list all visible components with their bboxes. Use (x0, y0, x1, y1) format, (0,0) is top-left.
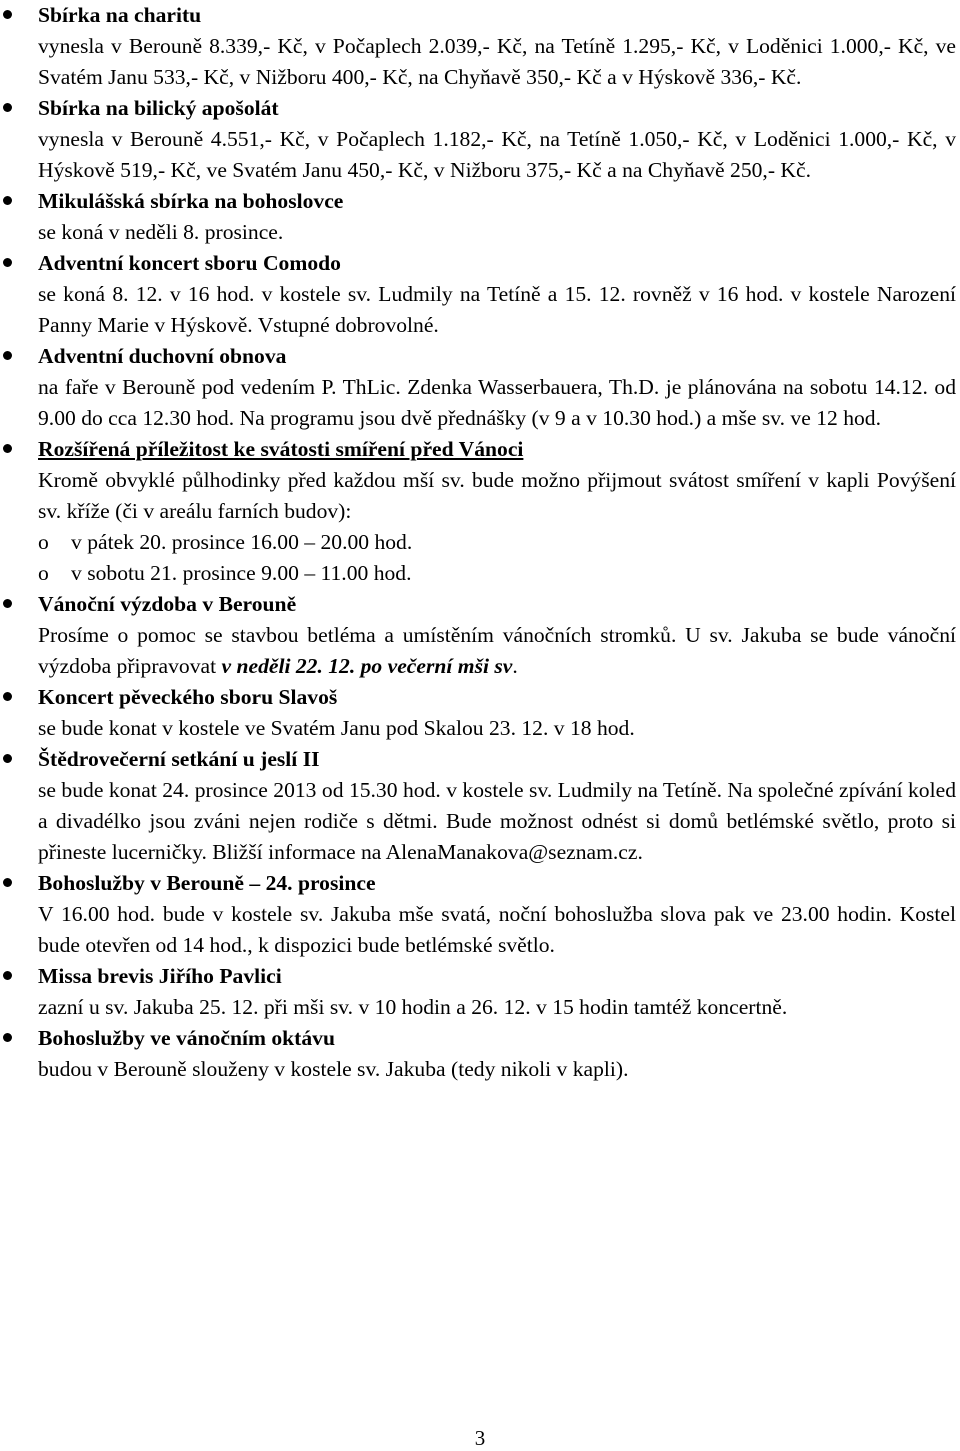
news-item-charity-collection (0, 0, 960, 93)
item-heading: Adventní koncert sboru Comodo (38, 251, 341, 275)
item-heading: Koncert pěveckého sboru Slavoš (38, 685, 338, 709)
item-text: se bude konat 24. prosince 2013 od 15.30 hod. v kostele sv. Ludmily na Tetíně. Na společné zpívání koled a divadélko jsou zváni nejen rodiče s dětmi. Bude možnost odnést si domů betlémské světlo, proto si přineste lucerničky. Bližší informace na AlenaManakova@seznam.cz. (38, 778, 956, 864)
item-heading: Mikulášská sbírka na bohoslovce (38, 189, 344, 213)
item-text: zazní u sv. Jakuba 25. 12. při mši sv. v 10 hodin a 26. 12. v 15 hodin tamtéž koncertně. (38, 995, 788, 1019)
news-item-octave-services (0, 1023, 960, 1085)
item-heading: Sbírka na charitu (38, 3, 202, 27)
bullet-icon (3, 10, 12, 19)
item-heading: Bohoslužby v Berouně – 24. prosince (38, 871, 376, 895)
bullet-icon (3, 444, 12, 453)
item-text: se bude konat v kostele ve Svatém Janu pod Skalou 23. 12. v 18 hod. (38, 716, 635, 740)
news-item-slavos-concert (0, 682, 960, 744)
item-heading: Vánoční výzdoba v Berouně (38, 592, 297, 616)
bullet-icon (3, 754, 12, 763)
item-heading: Missa brevis Jiřího Pavlici (38, 964, 282, 988)
news-item-missa-brevis (0, 961, 960, 1023)
item-heading: Adventní duchovní obnova (38, 344, 287, 368)
news-item-nicholas-collection (0, 186, 960, 248)
bullet-icon (3, 1033, 12, 1042)
bullet-icon (3, 196, 12, 205)
sub-list-text: v pátek 20. prosince 16.00 – 20.00 hod. (71, 530, 413, 554)
circle-bullet-icon: o (38, 561, 49, 585)
item-text: budou v Berouně slouženy v kostele sv. Jakuba (tedy nikoli v kapli). (38, 1057, 629, 1081)
item-text: se koná v neděli 8. prosince. (38, 220, 284, 244)
page-number: 3 (474, 1426, 486, 1450)
item-heading: Sbírka na bilický apošolát (38, 96, 279, 120)
news-item-biblical-apostolate (0, 93, 960, 186)
news-item-advent-retreat (0, 341, 960, 434)
item-heading: Rozšířená příležitost ke svátosti smíření před Vánoci (38, 437, 524, 461)
bullet-icon (3, 258, 12, 267)
bullet-icon (3, 878, 12, 887)
sub-list-text: v sobotu 21. prosince 9.00 – 11.00 hod. (71, 561, 412, 585)
bullet-icon (3, 599, 12, 608)
news-item-comodo-concert (0, 248, 960, 341)
item-text-emphasis: v neděli 22. 12. po večerní mši sv (221, 654, 513, 678)
bullet-icon (3, 351, 12, 360)
sub-list-item (38, 558, 960, 589)
bullet-icon (3, 692, 12, 701)
item-heading: Štědrovečerní setkání u jeslí II (38, 747, 320, 771)
news-item-christmas-eve-meeting (0, 744, 960, 868)
item-heading: Bohoslužby ve vánočním oktávu (38, 1026, 335, 1050)
item-text: Kromě obvyklé půlhodinky před každou mší sv. bude možno přijmout svátost smíření v kapli Povýšení sv. kříže (či v areálu farních budov): (38, 468, 956, 523)
bullet-icon (3, 103, 12, 112)
item-text: vynesla v Berouně 4.551,- Kč, v Počaplech 1.182,- Kč, na Tetíně 1.050,- Kč, v Loděnici 1.000,- Kč, v Hýskově 519,- Kč, ve Svatém Janu 450,- Kč, v Nižboru 375,- Kč a na Chyňavě 250,- Kč. (38, 127, 956, 182)
bullet-icon (3, 971, 12, 980)
item-text-end: . (512, 654, 518, 678)
item-text: vynesla v Berouně 8.339,- Kč, v Počaplech 2.039,- Kč, na Tetíně 1.295,- Kč, v Loděnici 1.000,- Kč, ve Svatém Janu 533,- Kč, v Nižboru 400,- Kč, na Chyňavě 350,- Kč a v Hýskově 336,- Kč. (38, 34, 956, 89)
news-item-services-dec-24 (0, 868, 960, 961)
item-text-main: Prosíme o pomoc se stavbou betléma a umístěním vánočních stromků. U sv. Jakuba se bude vánoční výzdoba připravovat (38, 623, 956, 678)
news-item-christmas-decoration (0, 589, 960, 682)
news-item-confession (0, 434, 960, 589)
item-text: V 16.00 hod. bude v kostele sv. Jakuba mše svatá, noční bohoslužba slova pak ve 23.00 hodin. Kostel bude otevřen od 14 hod., k dispozici bude betlémské světlo. (38, 902, 956, 957)
circle-bullet-icon: o (38, 530, 49, 554)
item-text: na faře v Berouně pod vedením P. ThLic. Zdenka Wasserbauera, Th.D. je plánována na sobotu 14.12. od 9.00 do cca 12.30 hod. Na programu jsou dvě přednášky (v 9 a v 10.30 hod.) a mše sv. ve 12 hod. (38, 375, 956, 430)
item-text (38, 620, 960, 682)
sub-list-item (38, 527, 960, 558)
item-text: se koná 8. 12. v 16 hod. v kostele sv. Ludmily na Tetíně a 15. 12. rovněž v 16 hod. v kostele Narození Panny Marie v Hýskově. Vstupné dobrovolné. (38, 282, 956, 337)
